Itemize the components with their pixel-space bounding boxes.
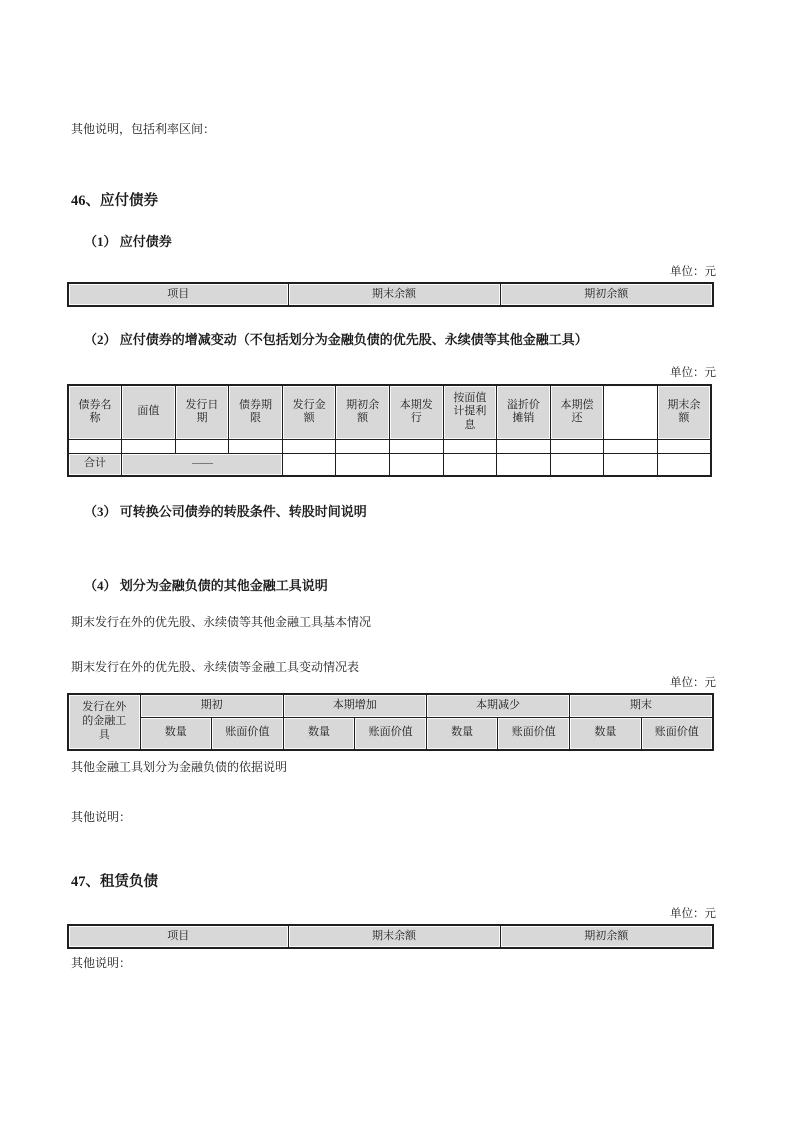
table-subheader-row — [68, 717, 713, 750]
empty-cell — [443, 453, 497, 476]
header-premium-discount-amortization: 溢折价摊销 — [497, 385, 551, 439]
empty-cell — [229, 439, 283, 453]
header-face-value: 面值 — [122, 385, 176, 439]
section-47-heading: 47、租赁负债 — [71, 874, 158, 890]
empty-cell — [657, 453, 711, 476]
table-header-row — [68, 385, 711, 439]
header-opening-balance: 期初余额 — [336, 385, 390, 439]
header-group-current-increase: 本期增加 — [283, 694, 426, 717]
subheader-carrying-value: 账面价值 — [355, 717, 427, 750]
total-row — [68, 453, 711, 476]
other-note: 其他说明： — [71, 810, 132, 824]
subheader-carrying-value: 账面价值 — [212, 717, 284, 750]
empty-cell — [550, 453, 604, 476]
empty-cell — [282, 453, 336, 476]
empty-cell — [604, 453, 658, 476]
empty-cell — [497, 453, 551, 476]
section-46-heading: 46、应付债券 — [71, 193, 158, 209]
unit-label: 单位：元 — [670, 266, 716, 278]
header-interest-at-face-value: 按面值计提利息 — [443, 385, 497, 439]
subheader-quantity: 数量 — [140, 717, 212, 750]
empty-cell — [122, 439, 176, 453]
subsection-46-1-heading: （1） 应付债券 — [84, 234, 172, 249]
header-item: 项目 — [68, 283, 288, 306]
classification-basis-note: 其他金融工具划分为金融负债的依据说明 — [71, 760, 288, 774]
empty-cell — [604, 439, 658, 453]
header-closing-balance: 期末余额 — [657, 385, 711, 439]
total-label-cell: 合计 — [68, 453, 122, 476]
empty-data-row — [68, 439, 711, 453]
header-bond-name: 债券名称 — [68, 385, 122, 439]
empty-cell — [443, 439, 497, 453]
financial-instruments-movement-table — [67, 693, 714, 751]
interest-range-note: 其他说明，包括利率区间： — [71, 122, 216, 136]
header-blank — [604, 385, 658, 439]
lease-liabilities-table — [67, 924, 714, 949]
subheader-quantity: 数量 — [283, 717, 355, 750]
empty-cell — [336, 439, 390, 453]
header-group-closing: 期末 — [570, 694, 713, 717]
bonds-movement-table — [67, 384, 712, 477]
instruments-movement-note: 期末发行在外的优先股、永续债等金融工具变动情况表 — [71, 660, 360, 674]
lease-liabilities-table-wrap — [67, 924, 714, 949]
header-outstanding-instruments: 发行在外的金融工具 — [68, 694, 140, 750]
financial-instruments-movement-table-wrap — [67, 693, 714, 751]
subsection-46-2-heading: （2） 应付债券的增减变动（不包括划分为金融负债的优先股、永续债等其他金融工具） — [84, 332, 588, 347]
header-issue-amount: 发行金额 — [282, 385, 336, 439]
header-current-issue: 本期发行 — [389, 385, 443, 439]
subheader-quantity: 数量 — [426, 717, 498, 750]
header-opening-balance: 期初余额 — [500, 925, 713, 948]
outstanding-instruments-basic-note: 期末发行在外的优先股、永续债等其他金融工具基本情况 — [71, 615, 372, 629]
header-group-current-decrease: 本期减少 — [426, 694, 569, 717]
table-header-row — [68, 925, 713, 948]
header-item: 项目 — [68, 925, 288, 948]
empty-cell — [282, 439, 336, 453]
header-closing-balance: 期末余额 — [288, 283, 500, 306]
empty-cell — [175, 439, 229, 453]
subsection-46-3-heading: （3） 可转换公司债券的转股条件、转股时间说明 — [84, 504, 367, 519]
table-header-group-row — [68, 694, 713, 717]
total-merged-dash-cell: —— — [122, 453, 283, 476]
subheader-carrying-value: 账面价值 — [498, 717, 570, 750]
bonds-movement-table-wrap — [67, 384, 712, 477]
empty-cell — [550, 439, 604, 453]
empty-cell — [336, 453, 390, 476]
table-header-row — [68, 283, 713, 306]
header-issue-date: 发行日期 — [175, 385, 229, 439]
empty-cell — [68, 439, 122, 453]
subheader-quantity: 数量 — [570, 717, 642, 750]
unit-label: 单位：元 — [670, 908, 716, 920]
subheader-carrying-value: 账面价值 — [641, 717, 713, 750]
header-bond-term: 债券期限 — [229, 385, 283, 439]
unit-label: 单位：元 — [670, 677, 716, 689]
bonds-payable-summary-table — [67, 282, 714, 307]
other-note: 其他说明： — [71, 956, 132, 970]
subsection-46-4-heading: （4） 划分为金融负债的其他金融工具说明 — [84, 578, 328, 593]
header-current-repayment: 本期偿还 — [550, 385, 604, 439]
unit-label: 单位：元 — [670, 367, 716, 379]
bonds-payable-summary-table-wrap — [67, 282, 714, 307]
header-opening-balance: 期初余额 — [500, 283, 713, 306]
header-closing-balance: 期末余额 — [288, 925, 500, 948]
empty-cell — [389, 453, 443, 476]
empty-cell — [657, 439, 711, 453]
empty-cell — [497, 439, 551, 453]
empty-cell — [389, 439, 443, 453]
header-group-opening: 期初 — [140, 694, 283, 717]
